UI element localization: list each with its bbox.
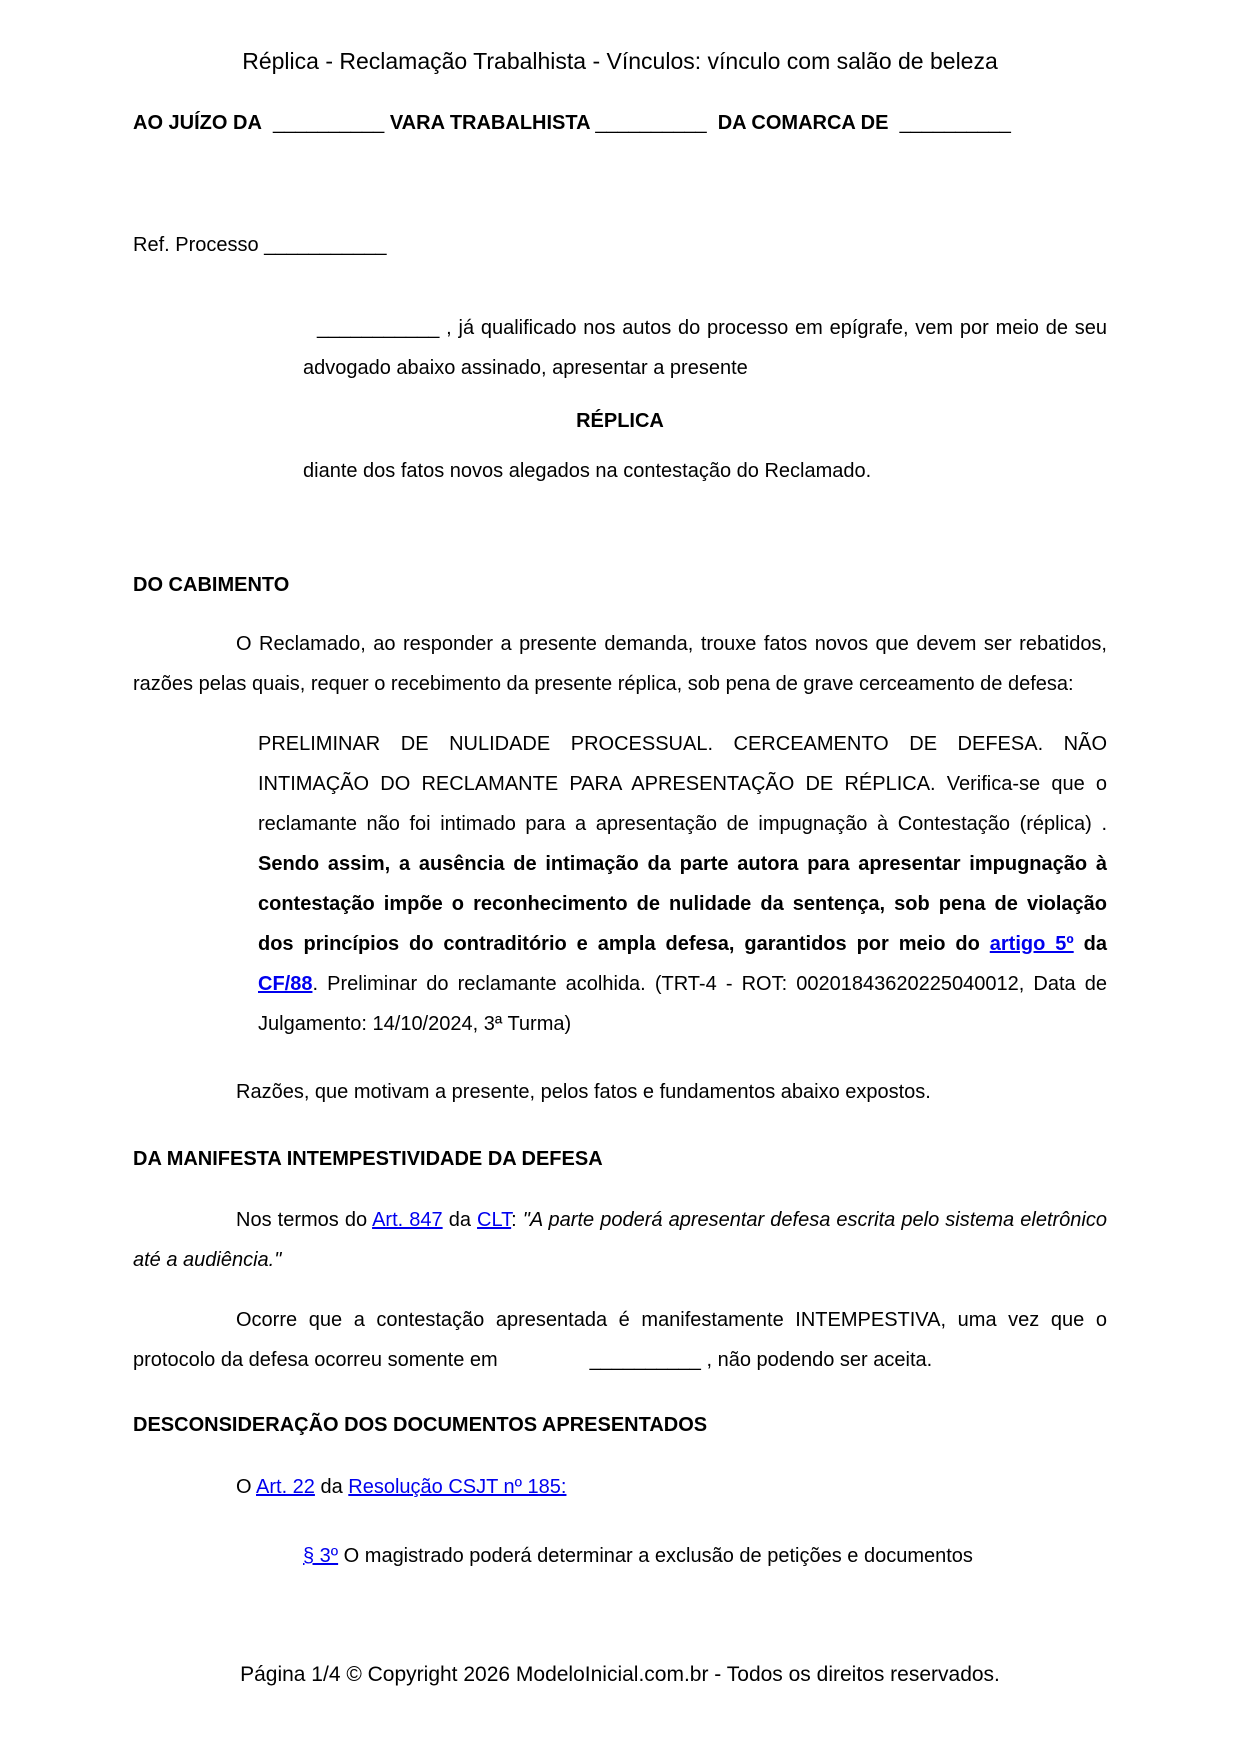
party-name-blank: ___________ xyxy=(317,317,440,339)
court-part1: AO JUÍZO DA xyxy=(133,112,262,134)
link-art-22[interactable]: Art. 22 xyxy=(256,1476,315,1498)
nos-termos-paragraph xyxy=(133,1200,1107,1280)
nos-termos-prefix: Nos termos do xyxy=(236,1209,373,1231)
replica-heading: RÉPLICA xyxy=(576,410,664,432)
intempestiva-text-2: , não podendo ser aceita. xyxy=(700,1349,933,1371)
replica-purpose-text: diante dos fatos novos alegados na contestação do Reclamado. xyxy=(303,460,872,482)
razoes-paragraph: Razões, que motivam a presente, pelos fatos e fundamentos abaixo expostos. xyxy=(236,1081,931,1103)
art22-mid: da xyxy=(314,1476,349,1498)
qualification-text: , já qualificado nos autos do processo em epígrafe, vem por meio de seu advogado abaixo assinado, apresentar a presente xyxy=(303,317,1107,379)
process-reference-label: Ref. Processo xyxy=(133,234,259,256)
jurisprudence-quote xyxy=(258,724,1107,1044)
nos-termos-mid: da xyxy=(442,1209,478,1231)
court-part2: VARA TRABALHISTA xyxy=(389,112,590,134)
protocol-date-blank: __________ xyxy=(589,1349,701,1371)
process-number-blank: ___________ xyxy=(264,234,387,256)
quote-bold-2: da xyxy=(1073,933,1107,955)
court-addressing-line xyxy=(133,110,1107,136)
nos-termos-colon: : xyxy=(511,1209,523,1231)
paragrafo-3-text: O magistrado poderá determinar a exclusão de petições e documentos xyxy=(338,1545,973,1567)
court-part3: DA COMARCA DE xyxy=(717,112,889,134)
art22-prefix: O xyxy=(236,1476,257,1498)
court-blank-vara: __________ xyxy=(273,112,385,134)
paragraph-3-quote xyxy=(303,1536,1107,1576)
court-blank-number: __________ xyxy=(595,112,707,134)
section-heading-desconsideracao: DESCONSIDERAÇÃO DOS DOCUMENTOS APRESENTADOS xyxy=(133,1414,708,1436)
process-reference-line xyxy=(133,232,1107,258)
quote-normal-1: PRELIMINAR DE NULIDADE PROCESSUAL. CERCEAMENTO DE DEFESA. NÃO INTIMAÇÃO DO RECLAMANTE PARA APRESENTAÇÃO DE RÉPLICA. Verifica-se que o reclamante não foi intimado para a apresentação de impugnação à Contestação (réplica) . xyxy=(258,733,1107,835)
page-footer: Página 1/4 © Copyright 2026 ModeloInicial.com.br - Todos os direitos reservados. xyxy=(240,1663,1000,1686)
section-heading-intempestividade: DA MANIFESTA INTEMPESTIVIDADE DA DEFESA xyxy=(133,1148,603,1170)
intempestiva-paragraph xyxy=(133,1300,1107,1380)
quote-bold-1: Sendo assim, a ausência de intimação da parte autora para apresentar impugnação à contestação impõe o reconhecimento de nulidade da sentença, sob pena de violação dos princípios do contraditório e ampla defesa, garantidos por meio do xyxy=(258,853,1107,955)
quote-normal-2: . Preliminar do reclamante acolhida. (TRT-4 - ROT: 00201843620225040012, Data de Julgamento: 14/10/2024, 3ª Turma) xyxy=(258,973,1107,1035)
document-title: Réplica - Reclamação Trabalhista - Vínculos: vínculo com salão de beleza xyxy=(242,48,998,74)
qualification-paragraph xyxy=(303,308,1107,388)
intempestiva-text-1: Ocorre que a contestação apresentada é manifestamente INTEMPESTIVA, uma vez que o protocolo da defesa ocorreu somente em xyxy=(133,1309,1107,1371)
court-blank-comarca: __________ xyxy=(899,112,1011,134)
cabimento-paragraph: O Reclamado, ao responder a presente demanda, trouxe fatos novos que devem ser rebatidos, razões pelas quais, requer o recebimento da presente réplica, sob pena de grave cerceamento de defesa: xyxy=(133,633,1107,695)
clt-quote-text: "A parte poderá apresentar defesa escrita pelo sistema eletrônico até a audiência." xyxy=(133,1209,1107,1271)
link-paragrafo-3[interactable]: § 3º xyxy=(303,1545,339,1567)
link-artigo-5[interactable]: artigo 5º xyxy=(989,933,1074,955)
link-art-847[interactable]: Art. 847 xyxy=(372,1209,443,1231)
link-clt[interactable]: CLT xyxy=(477,1209,512,1231)
link-cf-88[interactable]: CF/88 xyxy=(258,973,313,995)
link-resolucao-csjt-185[interactable]: Resolução CSJT nº 185: xyxy=(348,1476,567,1498)
section-heading-cabimento: DO CABIMENTO xyxy=(133,574,290,596)
art22-paragraph xyxy=(133,1472,1107,1502)
